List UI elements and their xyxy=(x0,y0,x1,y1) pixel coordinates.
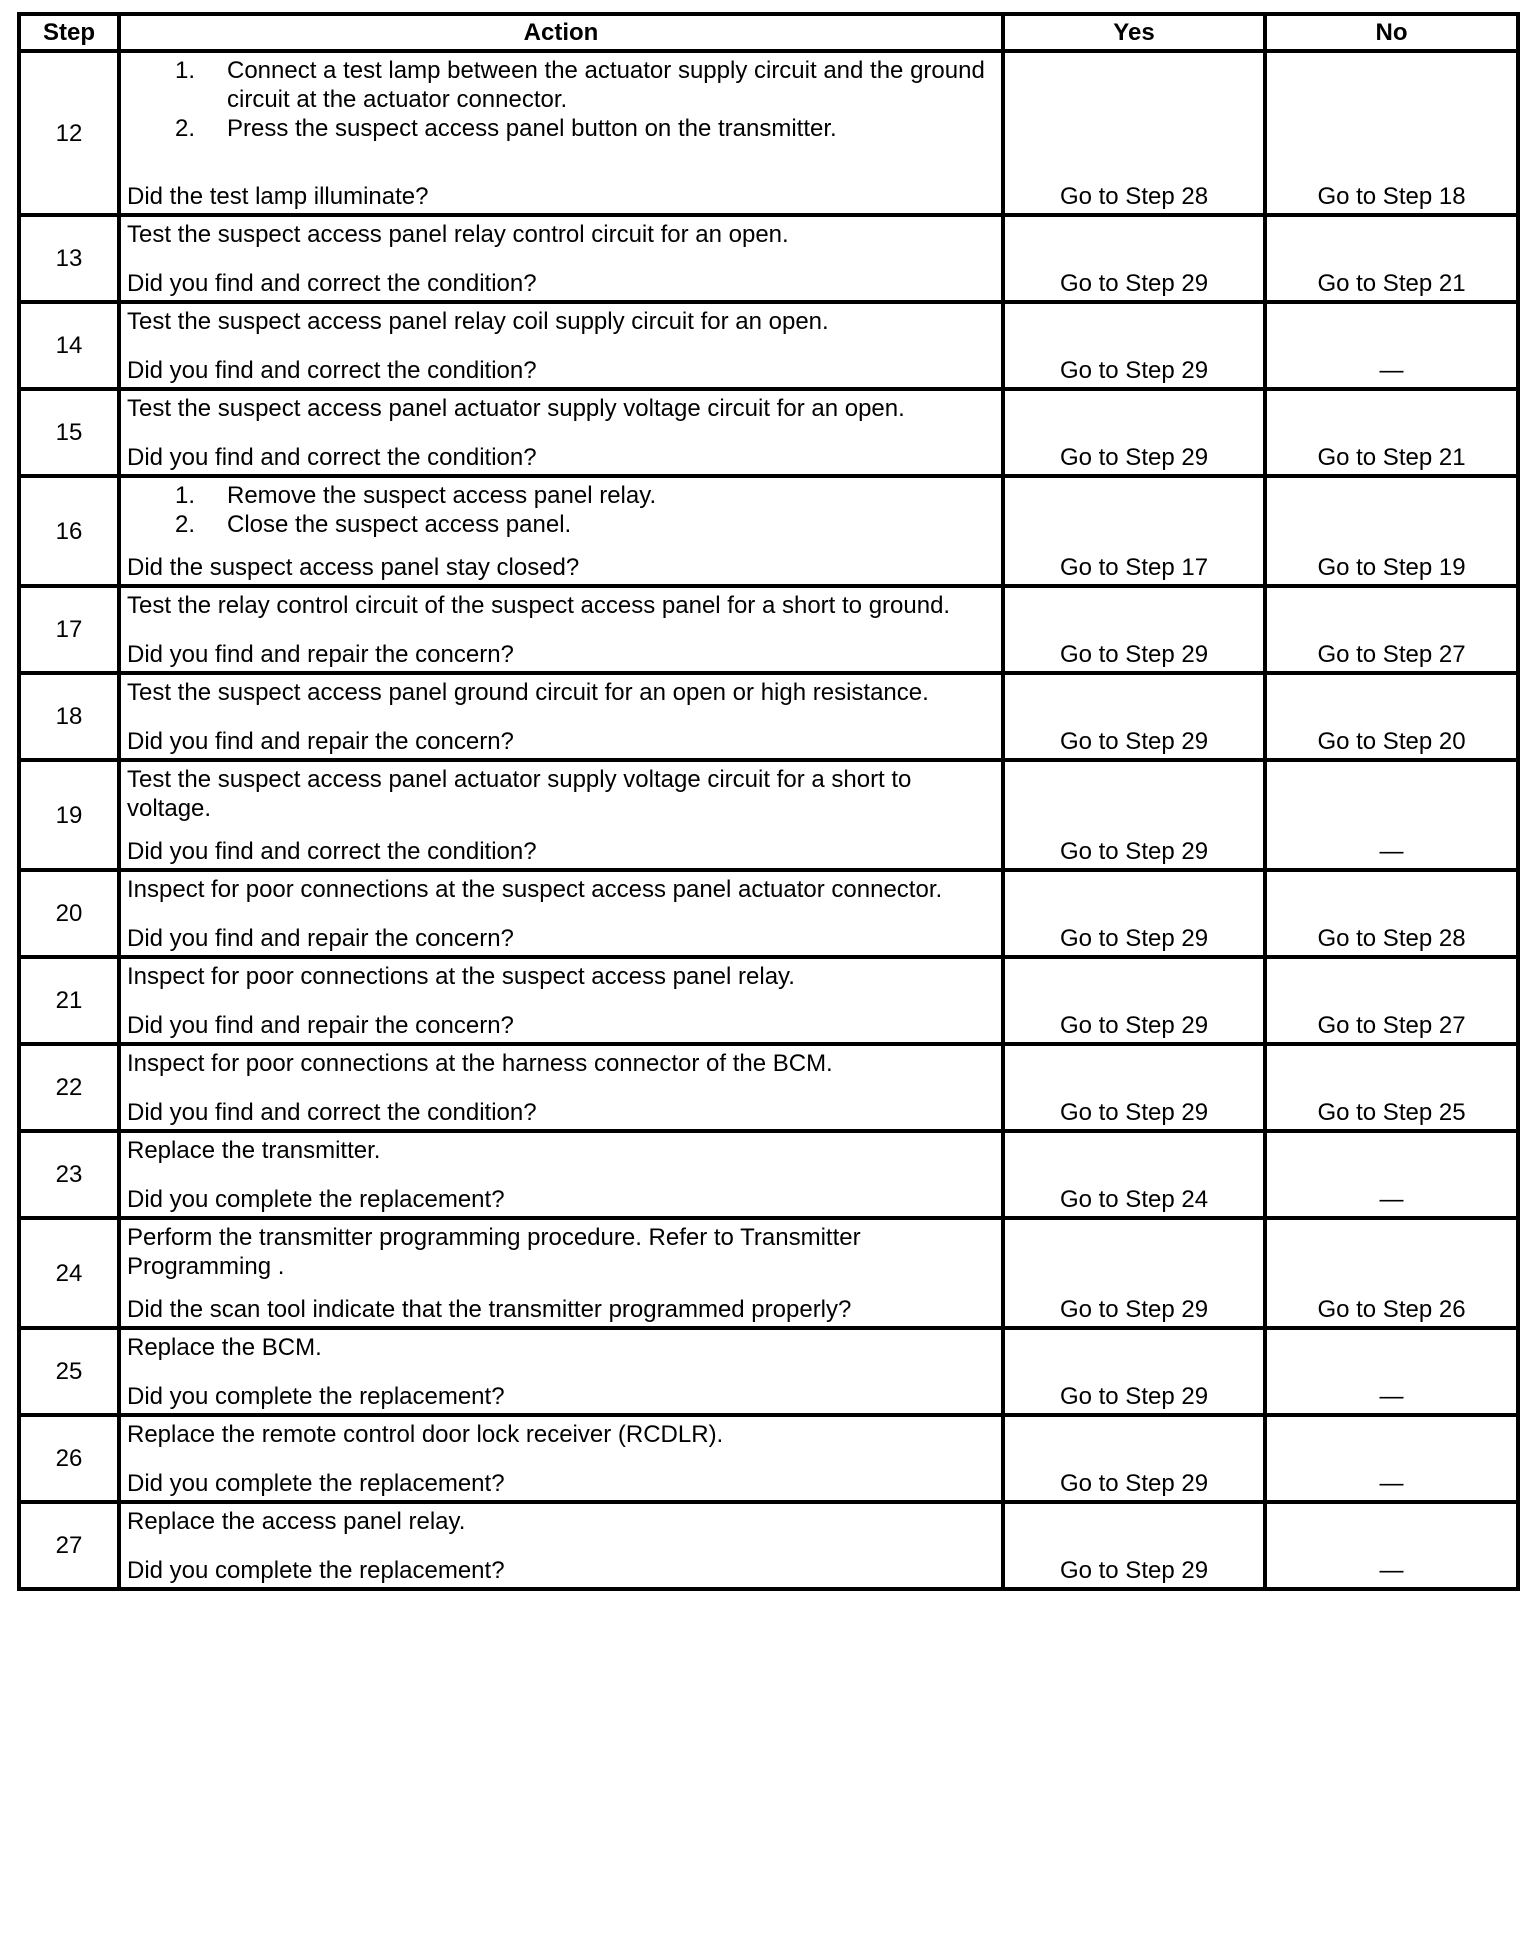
action-cell xyxy=(119,51,1003,215)
step-number: 16 xyxy=(19,476,119,586)
action-question: Did the scan tool indicate that the transmitter programmed properly? xyxy=(127,1296,852,1323)
step-number: 24 xyxy=(19,1218,119,1328)
action-step-number: 1. xyxy=(175,57,196,84)
action-question: Did you find and repair the concern? xyxy=(127,641,514,668)
table-row xyxy=(19,586,1518,673)
action-cell xyxy=(119,586,1003,673)
table-row xyxy=(19,51,1518,215)
yes-result: Go to Step 29 xyxy=(1003,1328,1265,1415)
step-number: 26 xyxy=(19,1415,119,1502)
table-header-row xyxy=(19,14,1518,51)
action-text: Replace the access panel relay. xyxy=(127,1508,466,1535)
table-row xyxy=(19,1218,1518,1328)
no-result: — xyxy=(1265,760,1518,870)
action-step-item xyxy=(127,114,995,143)
table-row xyxy=(19,957,1518,1044)
step-number: 18 xyxy=(19,673,119,760)
table-row xyxy=(19,476,1518,586)
yes-result: Go to Step 29 xyxy=(1003,1502,1265,1589)
action-cell xyxy=(119,870,1003,957)
header-yes: Yes xyxy=(1003,14,1265,51)
action-cell xyxy=(119,673,1003,760)
action-question: Did you complete the replacement? xyxy=(127,1470,505,1497)
yes-result: Go to Step 29 xyxy=(1003,760,1265,870)
yes-result: Go to Step 29 xyxy=(1003,870,1265,957)
step-number: 15 xyxy=(19,389,119,476)
action-cell xyxy=(119,476,1003,586)
step-number: 14 xyxy=(19,302,119,389)
diagnostic-table-document xyxy=(17,12,1520,1591)
table-row xyxy=(19,760,1518,870)
table-row xyxy=(19,870,1518,957)
yes-result: Go to Step 29 xyxy=(1003,586,1265,673)
step-number: 20 xyxy=(19,870,119,957)
yes-result: Go to Step 29 xyxy=(1003,302,1265,389)
action-cell xyxy=(119,1044,1003,1131)
action-question: Did you find and correct the condition? xyxy=(127,357,537,384)
action-question: Did the test lamp illuminate? xyxy=(127,183,429,210)
table-row xyxy=(19,1328,1518,1415)
action-step-number: 1. xyxy=(175,482,196,509)
action-cell xyxy=(119,1328,1003,1415)
action-step-number: 2. xyxy=(175,511,196,538)
action-question: Did you complete the replacement? xyxy=(127,1557,505,1584)
action-text: Test the suspect access panel relay control circuit for an open. xyxy=(127,221,789,248)
header-step: Step xyxy=(19,14,119,51)
action-cell xyxy=(119,957,1003,1044)
table-body xyxy=(19,51,1518,1589)
action-text: Inspect for poor connections at the harness connector of the BCM. xyxy=(127,1050,833,1077)
action-cell xyxy=(119,760,1003,870)
table-row xyxy=(19,1044,1518,1131)
yes-result: Go to Step 17 xyxy=(1003,476,1265,586)
action-step-number: 2. xyxy=(175,115,196,142)
header-action: Action xyxy=(119,14,1003,51)
action-text: Perform the transmitter programming procedure. Refer to Transmitter Programming . xyxy=(127,1224,861,1280)
no-result: — xyxy=(1265,1131,1518,1218)
step-number: 13 xyxy=(19,215,119,302)
table-row xyxy=(19,215,1518,302)
no-result: Go to Step 19 xyxy=(1265,476,1518,586)
step-number: 21 xyxy=(19,957,119,1044)
action-steps-list xyxy=(127,481,995,539)
action-question: Did the suspect access panel stay closed? xyxy=(127,554,580,581)
action-question: Did you find and repair the concern? xyxy=(127,728,514,755)
action-text: Replace the remote control door lock receiver (RCDLR). xyxy=(127,1421,724,1448)
no-result: Go to Step 21 xyxy=(1265,215,1518,302)
step-number: 17 xyxy=(19,586,119,673)
no-result: — xyxy=(1265,1502,1518,1589)
no-result: — xyxy=(1265,1415,1518,1502)
action-text: Replace the transmitter. xyxy=(127,1137,381,1164)
action-step-text: Close the suspect access panel. xyxy=(227,511,572,538)
no-result: Go to Step 27 xyxy=(1265,957,1518,1044)
action-question: Did you complete the replacement? xyxy=(127,1383,505,1410)
step-number: 22 xyxy=(19,1044,119,1131)
yes-result: Go to Step 29 xyxy=(1003,957,1265,1044)
step-number: 27 xyxy=(19,1502,119,1589)
action-question: Did you find and correct the condition? xyxy=(127,270,537,297)
step-number: 23 xyxy=(19,1131,119,1218)
action-steps-list xyxy=(127,56,995,143)
no-result: Go to Step 26 xyxy=(1265,1218,1518,1328)
action-step-text: Connect a test lamp between the actuator supply circuit and the ground circuit at the actuator connector. xyxy=(227,57,985,113)
yes-result: Go to Step 29 xyxy=(1003,215,1265,302)
no-result: Go to Step 21 xyxy=(1265,389,1518,476)
table-row xyxy=(19,1415,1518,1502)
yes-result: Go to Step 29 xyxy=(1003,1044,1265,1131)
action-cell xyxy=(119,1131,1003,1218)
action-cell xyxy=(119,1415,1003,1502)
action-step-item xyxy=(127,481,995,510)
step-number: 25 xyxy=(19,1328,119,1415)
action-text: Inspect for poor connections at the suspect access panel actuator connector. xyxy=(127,876,943,903)
action-question: Did you find and correct the condition? xyxy=(127,444,537,471)
table-row xyxy=(19,389,1518,476)
action-text: Test the suspect access panel actuator supply voltage circuit for an open. xyxy=(127,395,905,422)
no-result: — xyxy=(1265,302,1518,389)
no-result: Go to Step 28 xyxy=(1265,870,1518,957)
action-text: Test the suspect access panel ground circuit for an open or high resistance. xyxy=(127,679,929,706)
table-row xyxy=(19,1131,1518,1218)
yes-result: Go to Step 28 xyxy=(1003,51,1265,215)
action-question: Did you find and correct the condition? xyxy=(127,838,537,865)
step-number: 19 xyxy=(19,760,119,870)
yes-result: Go to Step 29 xyxy=(1003,1218,1265,1328)
action-text: Replace the BCM. xyxy=(127,1334,322,1361)
action-text: Test the relay control circuit of the suspect access panel for a short to ground. xyxy=(127,592,951,619)
table-row xyxy=(19,673,1518,760)
action-text: Inspect for poor connections at the suspect access panel relay. xyxy=(127,963,795,990)
action-question: Did you find and repair the concern? xyxy=(127,1012,514,1039)
action-text: Test the suspect access panel actuator supply voltage circuit for a short to voltage. xyxy=(127,766,912,822)
yes-result: Go to Step 29 xyxy=(1003,1415,1265,1502)
action-step-text: Press the suspect access panel button on the transmitter. xyxy=(227,115,837,142)
yes-result: Go to Step 24 xyxy=(1003,1131,1265,1218)
action-question: Did you find and repair the concern? xyxy=(127,925,514,952)
step-number: 12 xyxy=(19,51,119,215)
action-step-item xyxy=(127,510,995,539)
yes-result: Go to Step 29 xyxy=(1003,673,1265,760)
action-cell xyxy=(119,389,1003,476)
action-cell xyxy=(119,215,1003,302)
action-step-text: Remove the suspect access panel relay. xyxy=(227,482,657,509)
yes-result: Go to Step 29 xyxy=(1003,389,1265,476)
action-text: Test the suspect access panel relay coil supply circuit for an open. xyxy=(127,308,829,335)
table-row xyxy=(19,1502,1518,1589)
no-result: — xyxy=(1265,1328,1518,1415)
action-cell xyxy=(119,302,1003,389)
action-question: Did you complete the replacement? xyxy=(127,1186,505,1213)
table-row xyxy=(19,302,1518,389)
action-question: Did you find and correct the condition? xyxy=(127,1099,537,1126)
no-result: Go to Step 18 xyxy=(1265,51,1518,215)
no-result: Go to Step 27 xyxy=(1265,586,1518,673)
action-step-item xyxy=(127,56,995,114)
no-result: Go to Step 25 xyxy=(1265,1044,1518,1131)
header-no: No xyxy=(1265,14,1518,51)
action-cell xyxy=(119,1502,1003,1589)
no-result: Go to Step 20 xyxy=(1265,673,1518,760)
diagnostic-table xyxy=(17,12,1520,1591)
action-cell xyxy=(119,1218,1003,1328)
